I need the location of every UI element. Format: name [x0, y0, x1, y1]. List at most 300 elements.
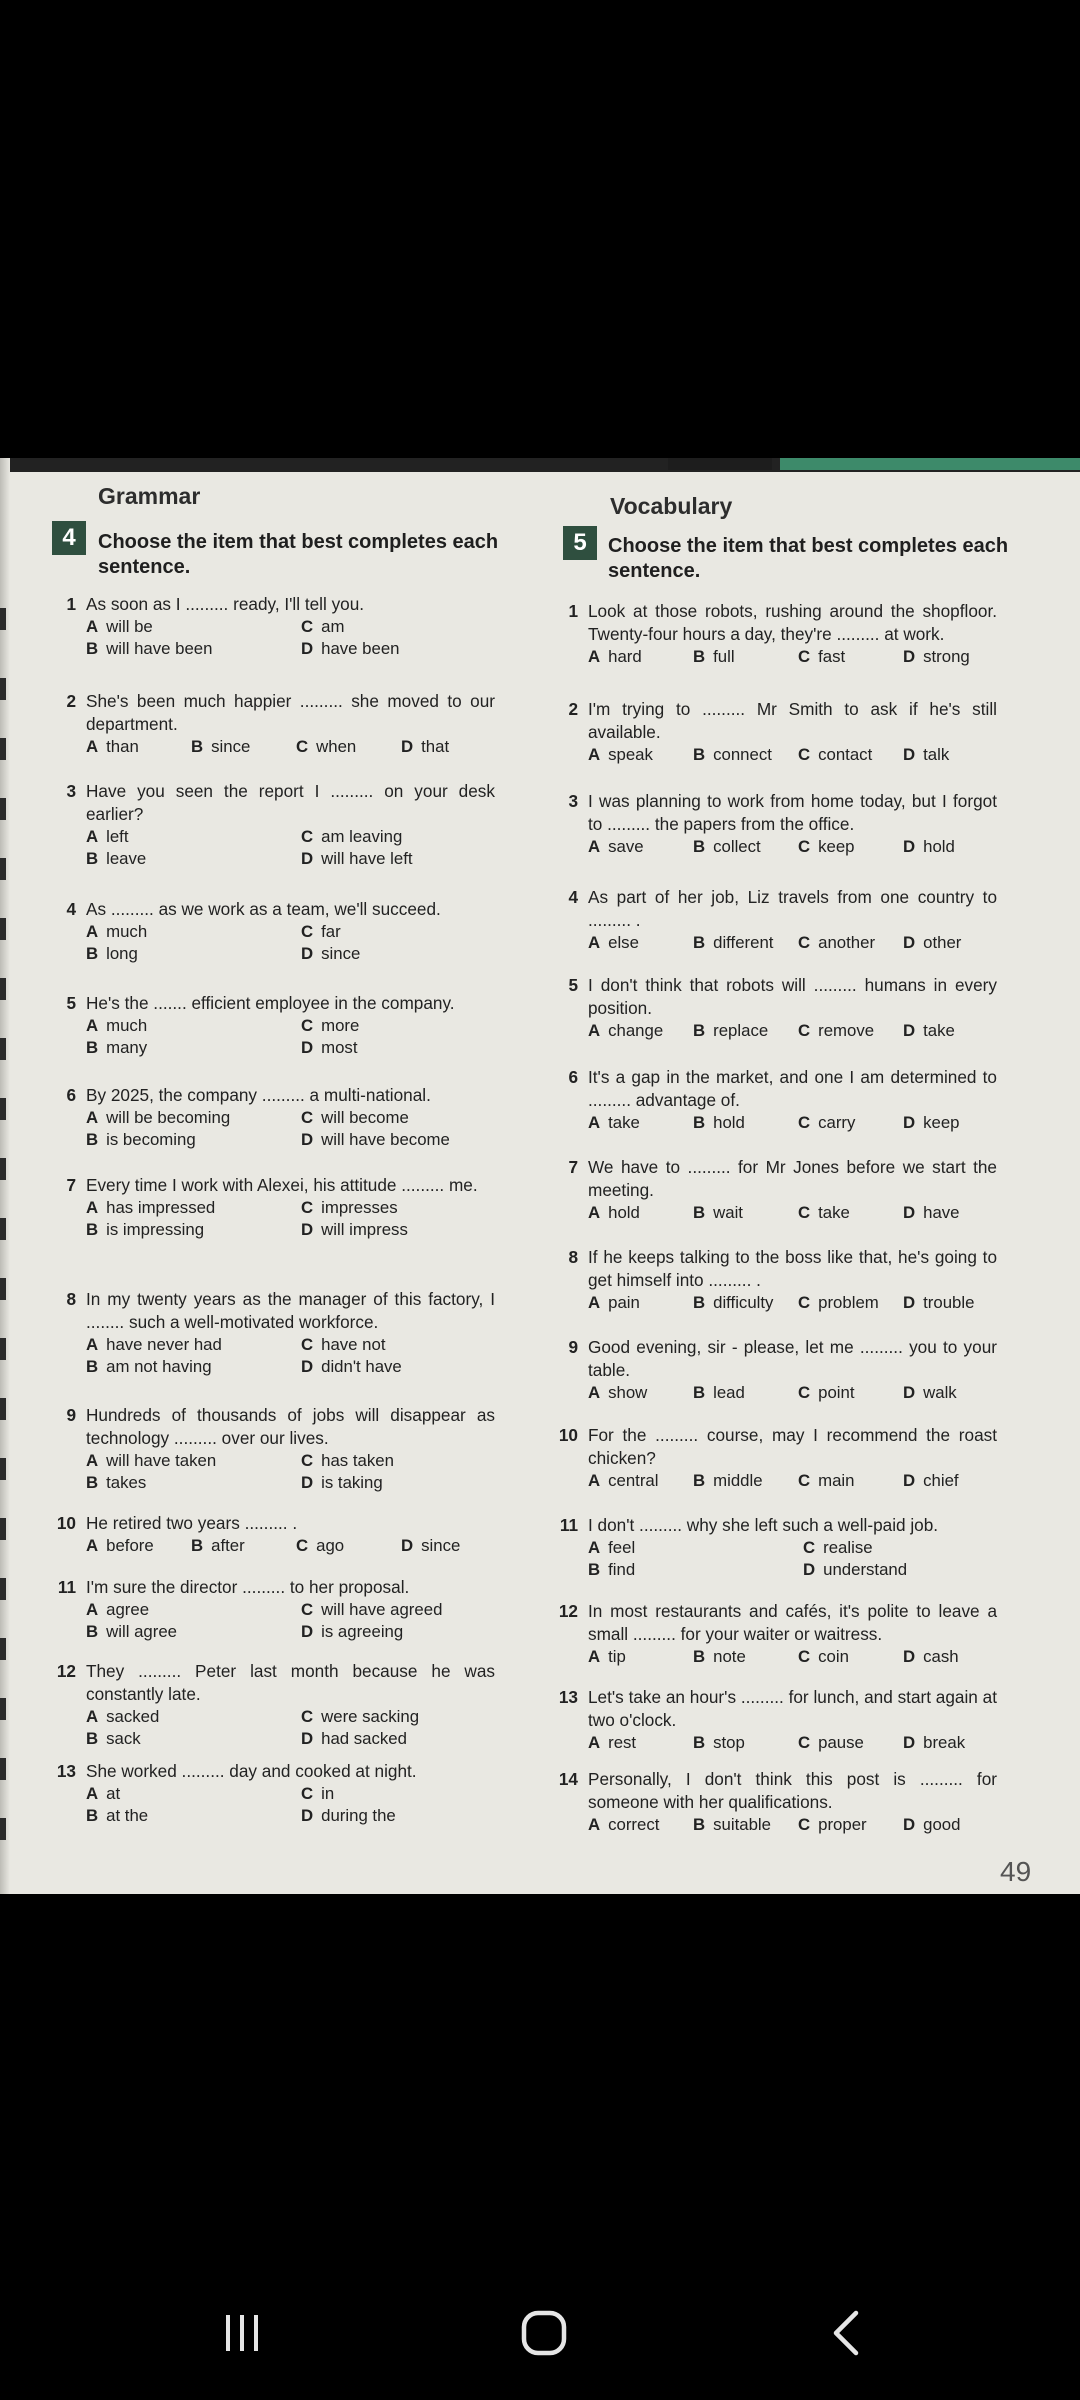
- option-letter: D: [903, 647, 916, 666]
- option-letter: C: [798, 647, 811, 666]
- option-text: much: [106, 922, 148, 941]
- answer-options: [588, 1020, 997, 1042]
- page-edge-tab: [0, 1638, 6, 1660]
- option-letter: D: [903, 1021, 916, 1040]
- answer-option-c[interactable]: [798, 1112, 903, 1134]
- question-stem: He's the ....... efficient employee in the company.: [86, 993, 455, 1013]
- answer-option-c[interactable]: [301, 1450, 501, 1472]
- option-letter: D: [903, 1203, 916, 1222]
- option-letter: D: [301, 849, 314, 868]
- answer-option-b[interactable]: [693, 1382, 798, 1404]
- option-letter: A: [86, 1536, 99, 1555]
- answer-option-c[interactable]: [798, 932, 903, 954]
- answer-option-a[interactable]: [86, 1107, 301, 1129]
- option-letter: A: [86, 1016, 99, 1035]
- answer-option-c[interactable]: [798, 836, 903, 858]
- grammar-question-8: [50, 1288, 495, 1378]
- question-stem: I'm trying to ......... Mr Smith to ask if he's still available.: [588, 699, 997, 742]
- answer-option-a[interactable]: [86, 826, 301, 848]
- option-text: wait: [713, 1203, 743, 1222]
- answer-option-b[interactable]: [86, 1356, 301, 1378]
- grammar-question-9: [50, 1404, 495, 1494]
- option-letter: B: [86, 639, 99, 658]
- option-text: have not: [321, 1335, 386, 1354]
- answer-option-d[interactable]: [301, 1805, 501, 1827]
- option-text: fast: [818, 647, 846, 666]
- page-edge-tab: [0, 1578, 6, 1600]
- option-letter: A: [86, 617, 99, 636]
- answer-option-d[interactable]: [903, 1814, 1008, 1836]
- option-text: show: [608, 1383, 648, 1402]
- option-text: will impress: [321, 1220, 408, 1239]
- answer-option-c[interactable]: [301, 1334, 501, 1356]
- option-text: am leaving: [321, 827, 403, 846]
- option-letter: D: [401, 1536, 414, 1555]
- option-text: is taking: [321, 1473, 383, 1492]
- option-text: left: [106, 827, 129, 846]
- answer-option-b[interactable]: [693, 1292, 798, 1314]
- option-letter: B: [693, 1647, 706, 1666]
- option-text: pain: [608, 1293, 640, 1312]
- option-text: take: [818, 1203, 850, 1222]
- option-text: most: [321, 1038, 358, 1057]
- option-letter: A: [588, 1203, 601, 1222]
- question-stem: I'm sure the director ......... to her proposal.: [86, 1577, 410, 1597]
- answer-option-a[interactable]: [588, 1112, 693, 1134]
- option-text: long: [106, 944, 138, 963]
- answer-option-b[interactable]: [86, 1805, 301, 1827]
- vocabulary-question-9: [552, 1336, 997, 1404]
- page-edge-tab: [0, 1818, 6, 1840]
- option-text: since: [421, 1536, 461, 1555]
- answer-option-b[interactable]: [86, 1037, 301, 1059]
- option-letter: D: [903, 1113, 916, 1132]
- option-text: more: [321, 1016, 360, 1035]
- option-letter: A: [588, 1293, 601, 1312]
- answer-option-c[interactable]: [803, 1537, 1003, 1559]
- option-letter: C: [798, 933, 811, 952]
- answer-option-c[interactable]: [301, 1015, 501, 1037]
- vocabulary-question-5: [552, 974, 997, 1042]
- question-number: 11: [57, 1577, 76, 1597]
- answer-option-c[interactable]: [798, 744, 903, 766]
- option-letter: D: [903, 1293, 916, 1312]
- answer-option-b[interactable]: [86, 1129, 301, 1151]
- answer-options: [86, 616, 495, 660]
- answer-option-b[interactable]: [86, 1728, 301, 1750]
- answer-options: [588, 1470, 997, 1492]
- answer-option-c[interactable]: [301, 1783, 501, 1805]
- answer-option-c[interactable]: [798, 646, 903, 668]
- option-text: were sacking: [321, 1707, 420, 1726]
- option-letter: D: [903, 1647, 916, 1666]
- answer-option-d[interactable]: [301, 1356, 501, 1378]
- question-stem: Every time I work with Alexei, his attitude ......... me.: [86, 1175, 478, 1195]
- option-letter: B: [86, 849, 99, 868]
- vocabulary-question-14: [552, 1768, 997, 1836]
- answer-options: [86, 1783, 495, 1827]
- answer-option-a[interactable]: [588, 1292, 693, 1314]
- option-letter: A: [588, 1113, 601, 1132]
- answer-options: [588, 1112, 997, 1134]
- option-letter: A: [588, 1383, 601, 1402]
- option-text: point: [818, 1383, 855, 1402]
- option-letter: A: [588, 1733, 601, 1752]
- option-letter: C: [301, 1335, 314, 1354]
- option-text: take: [923, 1021, 955, 1040]
- answer-option-b[interactable]: [86, 1621, 301, 1643]
- answer-option-a[interactable]: [588, 1732, 693, 1754]
- option-text: at the: [106, 1806, 149, 1825]
- option-letter: B: [86, 1220, 99, 1239]
- answer-option-a[interactable]: [86, 1197, 301, 1219]
- grammar-instruction: Choose the item that best completes each sentence.: [98, 531, 499, 578]
- answer-option-a[interactable]: [86, 1535, 191, 1557]
- answer-option-d[interactable]: [301, 848, 501, 870]
- option-letter: C: [301, 1016, 314, 1035]
- vocabulary-question-12: [552, 1600, 997, 1668]
- question-number: 9: [66, 1405, 76, 1425]
- page-edge-tab: [0, 1758, 6, 1780]
- vocabulary-question-1: [552, 600, 997, 668]
- answer-option-a[interactable]: [86, 1599, 301, 1621]
- answer-option-b[interactable]: [86, 1219, 301, 1241]
- option-letter: A: [86, 1707, 99, 1726]
- option-letter: B: [693, 1203, 706, 1222]
- answer-options: [588, 1732, 997, 1754]
- answer-options: [588, 1537, 997, 1581]
- answer-option-a[interactable]: [588, 1646, 693, 1668]
- answer-option-b[interactable]: [693, 1814, 798, 1836]
- answer-option-d[interactable]: [903, 1292, 1008, 1314]
- option-letter: B: [693, 1471, 706, 1490]
- answer-options: [86, 826, 495, 870]
- option-text: will be: [106, 617, 153, 636]
- option-letter: B: [86, 1357, 99, 1376]
- answer-option-b[interactable]: [693, 1112, 798, 1134]
- option-letter: A: [86, 827, 99, 846]
- answer-option-a[interactable]: [588, 1202, 693, 1224]
- page-edge-tab: [0, 678, 6, 700]
- option-text: after: [211, 1536, 245, 1555]
- answer-option-a[interactable]: [86, 736, 191, 758]
- home-button[interactable]: [484, 2270, 604, 2400]
- question-number: 1: [568, 601, 578, 621]
- option-text: hard: [608, 647, 642, 666]
- question-stem: Good evening, sir - please, let me ......... you to your table.: [588, 1337, 997, 1380]
- question-stem: They ......... Peter last month because he was constantly late.: [86, 1661, 495, 1704]
- answer-option-b[interactable]: [588, 1559, 803, 1581]
- answer-option-b[interactable]: [86, 943, 301, 965]
- back-button[interactable]: [786, 2270, 906, 2400]
- answer-option-a[interactable]: [86, 1706, 301, 1728]
- answer-option-c[interactable]: [296, 736, 401, 758]
- question-stem: I don't think that robots will ......... humans in every position.: [588, 975, 997, 1018]
- option-text: suitable: [713, 1815, 771, 1834]
- vocabulary-question-8: [552, 1246, 997, 1314]
- question-stem: If he keeps talking to the boss like that, he's going to get himself into ......... .: [588, 1247, 997, 1290]
- answer-option-d[interactable]: [903, 1732, 1008, 1754]
- option-text: change: [608, 1021, 664, 1040]
- answer-option-d[interactable]: [903, 1646, 1008, 1668]
- option-letter: B: [191, 737, 204, 756]
- answer-option-a[interactable]: [588, 932, 693, 954]
- option-text: proper: [818, 1815, 867, 1834]
- answer-options: [588, 1382, 997, 1404]
- answer-option-b[interactable]: [693, 1020, 798, 1042]
- answer-option-b[interactable]: [693, 646, 798, 668]
- option-text: in: [321, 1784, 335, 1803]
- grammar-question-6: [50, 1084, 495, 1151]
- page-edge-tab: [0, 608, 6, 630]
- option-letter: A: [588, 837, 601, 856]
- question-number: 5: [66, 993, 76, 1013]
- recent-apps-button[interactable]: [182, 2270, 302, 2400]
- answer-option-d[interactable]: [301, 1037, 501, 1059]
- option-text: tip: [608, 1647, 626, 1666]
- question-stem: I was planning to work from home today, but I forgot to ......... the papers from the office.: [588, 791, 997, 834]
- question-number: 3: [568, 791, 578, 811]
- answer-option-b[interactable]: [693, 744, 798, 766]
- answer-option-d[interactable]: [903, 836, 1008, 858]
- question-number: 3: [66, 781, 76, 801]
- answer-option-d[interactable]: [401, 1535, 506, 1557]
- question-number: 8: [66, 1289, 76, 1309]
- answer-option-a[interactable]: [588, 1020, 693, 1042]
- top-strip-green: [780, 458, 1080, 470]
- option-letter: A: [588, 745, 601, 764]
- answer-option-c[interactable]: [301, 921, 501, 943]
- question-number: 8: [568, 1247, 578, 1267]
- answer-option-b[interactable]: [693, 1732, 798, 1754]
- question-number: 12: [558, 1601, 578, 1621]
- answer-option-d[interactable]: [903, 646, 1008, 668]
- option-text: correct: [608, 1815, 660, 1834]
- question-number: 10: [56, 1513, 76, 1533]
- question-number: 2: [66, 691, 76, 711]
- option-letter: B: [86, 1806, 99, 1825]
- option-text: trouble: [923, 1293, 975, 1312]
- answer-option-c[interactable]: [301, 1197, 501, 1219]
- answer-option-c[interactable]: [296, 1535, 401, 1557]
- page-number: 49: [1000, 1856, 1032, 1887]
- question-number: 9: [568, 1337, 578, 1357]
- answer-option-b[interactable]: [86, 638, 301, 660]
- option-text: before: [106, 1536, 154, 1555]
- answer-option-a[interactable]: [588, 744, 693, 766]
- option-text: many: [106, 1038, 148, 1057]
- option-text: is agreeing: [321, 1622, 404, 1641]
- grammar-question-4: [50, 898, 495, 965]
- option-text: has taken: [321, 1451, 394, 1470]
- option-letter: D: [903, 933, 916, 952]
- answer-options: [588, 1646, 997, 1668]
- answer-option-a[interactable]: [86, 921, 301, 943]
- option-letter: D: [803, 1560, 816, 1579]
- option-letter: C: [301, 1451, 314, 1470]
- question-number: 6: [66, 1085, 76, 1105]
- option-text: different: [713, 933, 774, 952]
- question-stem: Let's take an hour's ......... for lunch, and start again at two o'clock.: [588, 1687, 997, 1730]
- option-letter: D: [301, 1038, 314, 1057]
- option-text: pause: [818, 1733, 864, 1752]
- option-text: will have been: [106, 639, 213, 658]
- answer-option-a[interactable]: [86, 616, 301, 638]
- answer-option-d[interactable]: [301, 943, 501, 965]
- answer-options: [86, 1535, 495, 1557]
- answer-option-b[interactable]: [86, 1472, 301, 1494]
- answer-options: [588, 932, 997, 954]
- answer-option-c[interactable]: [798, 1646, 903, 1668]
- answer-option-c[interactable]: [798, 1382, 903, 1404]
- vocabulary-question-13: [552, 1686, 997, 1754]
- option-text: replace: [713, 1021, 769, 1040]
- option-text: save: [608, 837, 644, 856]
- option-letter: A: [86, 1600, 99, 1619]
- answer-option-d[interactable]: [903, 1020, 1008, 1042]
- answer-option-d[interactable]: [301, 1621, 501, 1643]
- option-letter: A: [588, 1815, 601, 1834]
- option-text: when: [316, 737, 357, 756]
- option-letter: D: [301, 1622, 314, 1641]
- answer-option-a[interactable]: [86, 1450, 301, 1472]
- answer-option-d[interactable]: [301, 1129, 501, 1151]
- option-text: middle: [713, 1471, 763, 1490]
- option-text: has impressed: [106, 1198, 216, 1217]
- vocabulary-task-number: 5: [563, 526, 597, 560]
- answer-option-a[interactable]: [588, 1382, 693, 1404]
- answer-option-c[interactable]: [798, 1202, 903, 1224]
- answer-option-a[interactable]: [588, 1470, 693, 1492]
- option-letter: A: [588, 1021, 601, 1040]
- vocabulary-question-7: [552, 1156, 997, 1224]
- option-letter: C: [803, 1538, 816, 1557]
- answer-option-b[interactable]: [86, 848, 301, 870]
- answer-option-a[interactable]: [86, 1334, 301, 1356]
- answer-option-c[interactable]: [301, 1706, 501, 1728]
- grammar-task-number: 4: [52, 521, 86, 555]
- answer-option-c[interactable]: [301, 1599, 501, 1621]
- answer-option-a[interactable]: [588, 1814, 693, 1836]
- option-letter: C: [301, 1600, 314, 1619]
- answer-option-c[interactable]: [798, 1732, 903, 1754]
- answer-option-b[interactable]: [191, 1535, 296, 1557]
- question-stem: In my twenty years as the manager of this factory, I ........ such a well-motivated workforce.: [86, 1289, 495, 1332]
- question-stem: She's been much happier ......... she moved to our department.: [86, 691, 495, 734]
- option-text: am not having: [106, 1357, 212, 1376]
- option-letter: B: [693, 1383, 706, 1402]
- option-letter: D: [301, 1130, 314, 1149]
- option-letter: B: [693, 1113, 706, 1132]
- question-stem: He retired two years ......... .: [86, 1513, 298, 1533]
- answer-option-c[interactable]: [301, 616, 501, 638]
- answer-option-c[interactable]: [798, 1814, 903, 1836]
- option-letter: D: [301, 1729, 314, 1748]
- answer-option-d[interactable]: [301, 1472, 501, 1494]
- answer-option-a[interactable]: [588, 836, 693, 858]
- option-text: connect: [713, 745, 772, 764]
- question-number: 2: [568, 699, 578, 719]
- answer-option-b[interactable]: [693, 836, 798, 858]
- answer-option-d[interactable]: [903, 932, 1008, 954]
- answer-option-b[interactable]: [693, 1202, 798, 1224]
- answer-option-c[interactable]: [301, 1107, 501, 1129]
- option-letter: C: [301, 617, 314, 636]
- option-text: coin: [818, 1647, 849, 1666]
- answer-option-c[interactable]: [798, 1470, 903, 1492]
- answer-options: [588, 1292, 997, 1314]
- option-text: speak: [608, 745, 653, 764]
- answer-option-a[interactable]: [588, 646, 693, 668]
- option-letter: A: [588, 1538, 601, 1557]
- answer-option-c[interactable]: [798, 1292, 903, 1314]
- question-stem: She worked ......... day and cooked at night.: [86, 1761, 417, 1781]
- option-text: talk: [923, 745, 950, 764]
- option-text: full: [713, 647, 735, 666]
- answer-option-d[interactable]: [301, 638, 501, 660]
- answer-option-d[interactable]: [401, 736, 506, 758]
- answer-option-b[interactable]: [693, 1646, 798, 1668]
- option-text: will be becoming: [106, 1108, 231, 1127]
- option-text: strong: [923, 647, 970, 666]
- option-text: didn't have: [321, 1357, 402, 1376]
- option-text: will have left: [321, 849, 413, 868]
- answer-option-d[interactable]: [301, 1219, 501, 1241]
- answer-option-b[interactable]: [693, 1470, 798, 1492]
- answer-option-d[interactable]: [903, 744, 1008, 766]
- answer-option-a[interactable]: [86, 1783, 301, 1805]
- vocabulary-question-4: [552, 886, 997, 954]
- answer-option-d[interactable]: [903, 1112, 1008, 1134]
- answer-option-a[interactable]: [86, 1015, 301, 1037]
- answer-option-d[interactable]: [903, 1202, 1008, 1224]
- option-letter: A: [86, 922, 99, 941]
- top-strip-dark: [668, 458, 772, 470]
- answer-option-c[interactable]: [301, 826, 501, 848]
- option-letter: C: [301, 827, 314, 846]
- answer-options: [86, 1599, 495, 1643]
- option-text: else: [608, 933, 639, 952]
- option-letter: B: [86, 1729, 99, 1748]
- option-letter: A: [588, 1471, 601, 1490]
- option-letter: B: [86, 1622, 99, 1641]
- option-text: realise: [823, 1538, 873, 1557]
- option-letter: B: [693, 1815, 706, 1834]
- option-letter: C: [798, 745, 811, 764]
- answer-option-d[interactable]: [803, 1559, 1003, 1581]
- option-text: other: [923, 933, 962, 952]
- answer-option-d[interactable]: [903, 1470, 1008, 1492]
- option-letter: D: [301, 1473, 314, 1492]
- question-stem: By 2025, the company ......... a multi-national.: [86, 1085, 431, 1105]
- answer-options: [86, 1107, 495, 1151]
- option-text: have: [923, 1203, 960, 1222]
- answer-option-b[interactable]: [693, 932, 798, 954]
- option-text: chief: [923, 1471, 959, 1490]
- page-edge-tab: [0, 1278, 6, 1300]
- textbook-page-photo: [0, 458, 1080, 1894]
- answer-option-a[interactable]: [588, 1537, 803, 1559]
- answer-option-d[interactable]: [903, 1382, 1008, 1404]
- option-text: stop: [713, 1733, 745, 1752]
- answer-option-d[interactable]: [301, 1728, 501, 1750]
- option-text: understand: [823, 1560, 908, 1579]
- answer-option-b[interactable]: [191, 736, 296, 758]
- question-stem: Hundreds of thousands of jobs will disappear as technology ......... over our lives.: [86, 1405, 495, 1448]
- page-edge-tab: [0, 1098, 6, 1120]
- answer-option-c[interactable]: [798, 1020, 903, 1042]
- option-letter: B: [693, 1293, 706, 1312]
